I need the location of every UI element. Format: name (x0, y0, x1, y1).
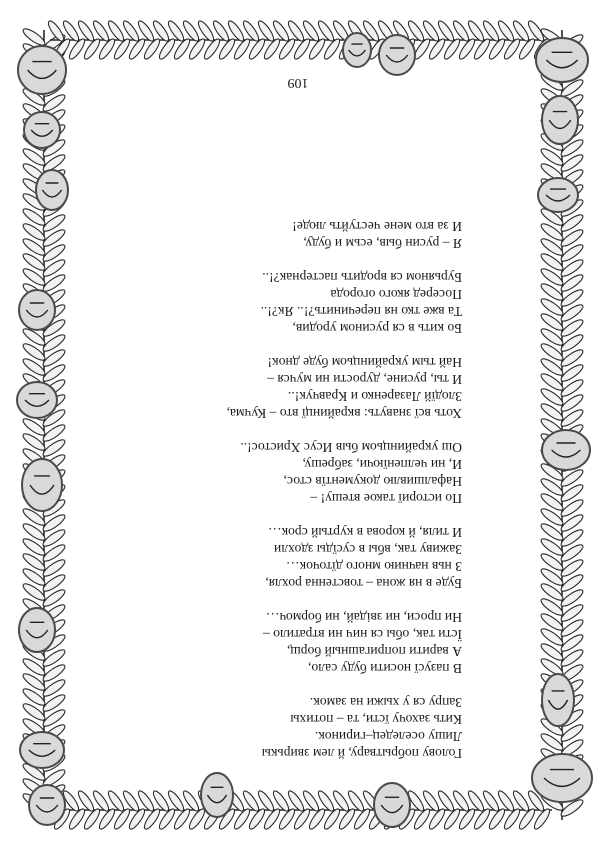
carved-stone (19, 608, 55, 652)
poem-line: Ни проси, ни звідай, ни бормоч… (265, 610, 462, 625)
carved-stone (542, 674, 574, 726)
poem-line: Я – русин быв, есьм и буду, (303, 236, 462, 251)
poem-line: Ош украйинцьом быв Исус Христос!.. (240, 440, 462, 455)
poem-line: Бо кить в ся русином уродив, (292, 321, 462, 336)
carved-stone (542, 430, 590, 470)
poem-line: Хоть всї знавуть: вкрайинцї вто – Кучма, (226, 406, 462, 421)
poem-line: Голову побрытвару, й лем звирькы (261, 746, 462, 761)
stanza (62, 439, 462, 507)
page-number: 109 (287, 75, 309, 90)
carved-stone (20, 732, 64, 768)
poem-line: Заживу так, вбы в сусїды здохли (274, 542, 462, 557)
carved-stone (29, 785, 65, 825)
stanza (62, 524, 462, 592)
poem-line: Та вже тко ня перечинить?!.. Як?!.. (260, 304, 462, 319)
carved-stone (24, 112, 60, 148)
poem-line: Нафалшивлю документїв стос, (283, 474, 462, 489)
stanza (62, 354, 462, 422)
stanza (62, 218, 462, 252)
poem-line: А варити попригашный борщ, (286, 644, 462, 659)
poem-line: Буде в ня жона – товстенна рохля, (265, 576, 462, 591)
poem-line: З ньв начнию много дїточок… (285, 559, 462, 574)
stanza (62, 694, 462, 762)
poem-line: По историї такое втешу! – (310, 491, 462, 506)
carved-stone (201, 773, 233, 817)
carved-stone (532, 754, 592, 802)
carved-stone (22, 459, 62, 511)
carved-stone (542, 96, 578, 144)
poem-line: И тиля, й корова в куртый срок… (267, 525, 462, 540)
carved-stone (374, 783, 410, 827)
carved-stone (343, 33, 371, 67)
poem-line: И за вто мене честуйть люде! (292, 219, 462, 234)
poem-line: Бурьяном ся вродить пастернак?!.. (262, 270, 462, 285)
carved-stone (17, 382, 57, 418)
carved-stone (536, 38, 588, 82)
poem-line: Їсти так, обы ся нич ни втратило – (262, 627, 462, 642)
stanza (62, 269, 462, 337)
stanza (62, 609, 462, 677)
poem-line: Лишу оселедец–гиринок. (314, 729, 462, 744)
poem-line: В пазусї носити буду сало, (308, 661, 462, 676)
poem-line: Кить захочу їсти, та – потихы (290, 712, 462, 727)
carved-stone (379, 35, 415, 75)
carved-stone (19, 290, 55, 330)
poem-line: Най тым украйинцьом буде днок! (267, 355, 462, 370)
carved-stone (18, 46, 66, 94)
poem-line: Посеред якого огорода (330, 287, 462, 302)
poem-body (62, 201, 462, 762)
poem-line: И ты, русине, дурости ни мучся – (267, 372, 462, 387)
poem-line: Злодїй Лазаренко и Кравчук!.. (287, 389, 462, 404)
carved-stone (538, 178, 578, 212)
poem-line: И, ни челпенїючи, забрешу, (302, 457, 462, 472)
poem-line: Запру ся у хыжи на замок. (309, 695, 462, 710)
